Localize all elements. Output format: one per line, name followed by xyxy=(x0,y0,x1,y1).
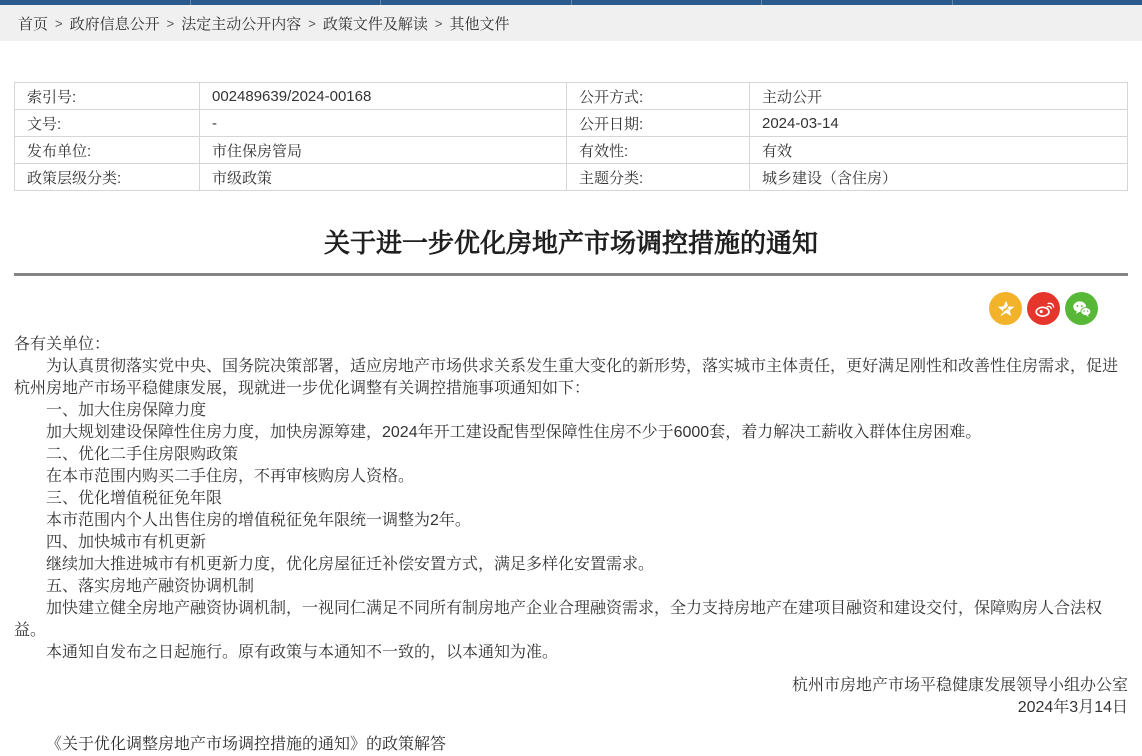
breadcrumb-separator-icon: > xyxy=(167,16,175,31)
meta-value: 市级政策 xyxy=(200,164,567,191)
top-nav-segment xyxy=(953,0,1142,5)
body-paragraph: 加大规划建设保障性住房力度，加快房源筹建，2024年开工建设配售型保障性住房不少于6000套，着力解决工薪收入群体住房困难。 xyxy=(14,422,1128,444)
qzone-share-icon[interactable] xyxy=(989,292,1022,325)
body-paragraph: 二、优化二手住房限购政策 xyxy=(14,444,1128,466)
breadcrumb-item[interactable]: 政府信息公开 xyxy=(70,13,160,34)
body-paragraph: 本通知自发布之日起施行。原有政策与本通知不一致的，以本通知为准。 xyxy=(14,642,1128,664)
issue-date: 2024年3月14日 xyxy=(14,697,1128,719)
meta-value: 2024-03-14 xyxy=(750,110,1128,137)
weibo-share-icon[interactable] xyxy=(1027,292,1060,325)
top-nav-segment xyxy=(0,0,191,5)
top-nav-segment xyxy=(572,0,763,5)
body-paragraph: 一、加大住房保障力度 xyxy=(14,400,1128,422)
meta-table-row xyxy=(15,83,1128,110)
wechat-share-icon[interactable] xyxy=(1065,292,1098,325)
meta-label: 文号: xyxy=(15,110,200,137)
document-title: 关于进一步优化房地产市场调控措施的通知 xyxy=(14,226,1128,260)
top-nav-segment xyxy=(762,0,953,5)
body-paragraph: 五、落实房地产融资协调机制 xyxy=(14,576,1128,598)
document-body xyxy=(14,334,1128,664)
meta-value: 城乡建设（含住房） xyxy=(750,164,1128,191)
top-nav-segment xyxy=(381,0,572,5)
body-paragraph: 四、加快城市有机更新 xyxy=(14,532,1128,554)
breadcrumb-separator-icon: > xyxy=(308,16,316,31)
issuing-authority: 杭州市房地产市场平稳健康发展领导小组办公室 xyxy=(14,675,1128,697)
meta-label: 主题分类: xyxy=(567,164,750,191)
top-nav-segment xyxy=(191,0,382,5)
meta-table-row xyxy=(15,137,1128,164)
share-buttons-row xyxy=(14,292,1128,325)
breadcrumb-bar xyxy=(0,5,1142,41)
meta-table-row xyxy=(15,110,1128,137)
body-paragraph: 继续加大推进城市有机更新力度，优化房屋征迁补偿安置方式，满足多样化安置需求。 xyxy=(14,554,1128,576)
meta-value: - xyxy=(200,110,567,137)
body-paragraph: 各有关单位： xyxy=(14,334,1128,356)
breadcrumb-separator-icon: > xyxy=(435,16,443,31)
page-content xyxy=(0,82,1142,756)
meta-label: 有效性: xyxy=(567,137,750,164)
meta-label: 公开日期: xyxy=(567,110,750,137)
signature-block xyxy=(14,675,1128,719)
meta-value: 主动公开 xyxy=(750,83,1128,110)
meta-table-row xyxy=(15,164,1128,191)
body-paragraph: 在本市范围内购买二手住房，不再审核购房人资格。 xyxy=(14,466,1128,488)
body-paragraph: 三、优化增值税征免年限 xyxy=(14,488,1128,510)
top-nav-bar xyxy=(0,0,1142,5)
breadcrumb-separator-icon: > xyxy=(55,16,63,31)
breadcrumb-item[interactable]: 法定主动公开内容 xyxy=(181,13,301,34)
body-paragraph: 加快建立健全房地产融资协调机制，一视同仁满足不同所有制房地产企业合理融资需求，全力支持房地产在建项目融资和建设交付，保障购房人合法权益。 xyxy=(14,598,1128,642)
breadcrumb xyxy=(18,13,509,34)
breadcrumb-item[interactable]: 政策文件及解读 xyxy=(323,13,428,34)
document-meta-table xyxy=(14,82,1128,191)
meta-label: 公开方式: xyxy=(567,83,750,110)
body-paragraph: 本市范围内个人出售住房的增值税征免年限统一调整为2年。 xyxy=(14,510,1128,532)
meta-value: 有效 xyxy=(750,137,1128,164)
meta-label: 索引号: xyxy=(15,83,200,110)
body-paragraph: 为认真贯彻落实党中央、国务院决策部署，适应房地产市场供求关系发生重大变化的新形势，落实城市主体责任，更好满足刚性和改善性住房需求，促进杭州房地产市场平稳健康发展，现就进一步优化调整有关调控措施事项通知如下： xyxy=(14,356,1128,400)
title-divider xyxy=(14,273,1128,276)
policy-interpretation-link[interactable]: 《关于优化调整房地产市场调控措施的通知》的政策解答 xyxy=(14,734,1128,756)
meta-value: 002489639/2024-00168 xyxy=(200,83,567,110)
breadcrumb-item[interactable]: 首页 xyxy=(18,13,48,34)
breadcrumb-item[interactable]: 其他文件 xyxy=(449,13,509,34)
meta-label: 发布单位: xyxy=(15,137,200,164)
meta-value: 市住保房管局 xyxy=(200,137,567,164)
meta-label: 政策层级分类: xyxy=(15,164,200,191)
